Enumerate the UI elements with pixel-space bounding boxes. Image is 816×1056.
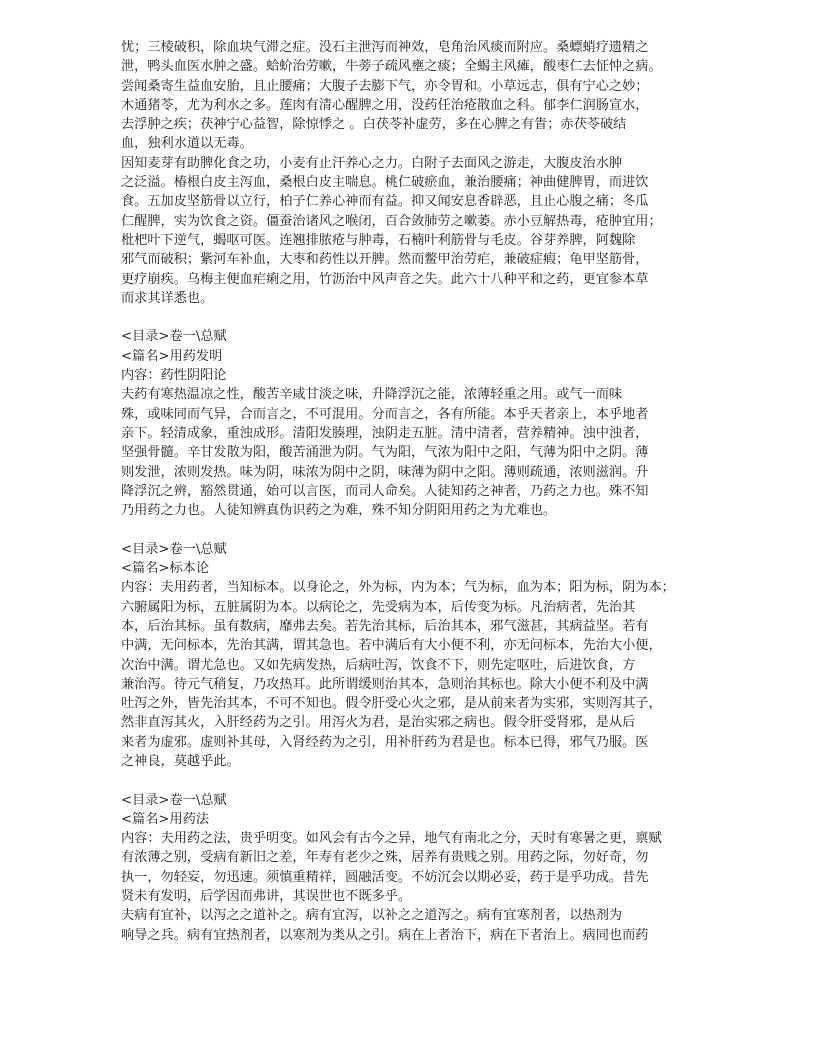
- text-line: 泄，鸭头血医水肿之盛。蛤蚧治劳嗽，牛蒡子疏风壅之痰；全蝎主风瘫，酸枣仁去怔忡之病。: [121, 59, 662, 75]
- text-line: 夫病有宜补，以泻之之道补之。病有宜泻，以补之之道泻之。病有宜寒剂者，以热剂为: [121, 908, 623, 924]
- text-line: 食。五加皮坚筋骨以立行，柏子仁养心神而有益。抑又闻安息香辟恶，且止心腹之痛；冬瓜: [121, 194, 649, 210]
- text-line: 更疗崩疾。乌梅主便血疟痢之用，竹沥治中风声音之失。此六十八种平和之药，更宜参本草: [121, 271, 649, 287]
- text-line: 坚强骨髓。辛甘发散为阳，酸苦涌泄为阴。气为阳，气浓为阳中之阳，气薄为阳中之阴。薄: [121, 445, 649, 461]
- text-line: 来者为虚邪。虚则补其母，入肾经药为之引，用补肝药为君是也。标本已得，邪气乃服。医: [121, 734, 649, 750]
- text-line: 然非直泻其火，入肝经药为之引。用泻火为君，是治实邪之病也。假令肝受肾邪，是从后: [121, 715, 636, 731]
- text-line: <目录>卷一\总赋: [121, 792, 227, 808]
- text-line: <篇名>标本论: [121, 561, 210, 577]
- text-line: 响导之兵。病有宜热剂者，以寒剂为类从之引。病在上者治下，病在下者治上。病同也而药: [121, 927, 649, 943]
- text-line: 中满，无问标本，先治其满，谓其急也。若中满后有大小便不利，亦无问标本，先治大小便，: [121, 638, 662, 654]
- text-line: 内容：夫用药之法，贵乎明变。如风会有古今之异，地气有南北之分，天时有寒暑之更，禀赋: [121, 831, 662, 847]
- text-line: 夫药有寒热温凉之性，酸苦辛咸甘淡之味，升降浮沉之能，浓薄轻重之用。或气一而味: [121, 387, 623, 403]
- text-line: 亲下。轻清成象，重浊成形。清阳发腠理，浊阴走五脏。清中清者，营养精神。浊中浊者，: [121, 425, 649, 441]
- text-line: <目录>卷一\总赋: [121, 541, 227, 557]
- text-line: 之泛溢。椿根白皮主泻血，桑根白皮主喘息。桃仁破瘀血，兼治腰痛；神曲健脾胃，而进饮: [121, 175, 649, 191]
- text-line: 兼治泻。待元气稍复，乃攻热耳。此所谓缓则治其本，急则治其标也。除大小便不利及中满: [121, 676, 649, 692]
- text-line: 而求其详悉也。: [121, 290, 214, 306]
- text-line: 则发泄，浓则发热。味为阴，味浓为阴中之阴，味薄为阴中之阳。薄则疏通，浓则滋润。升: [121, 464, 649, 480]
- text-line: 贤未有发明，后学因而弗讲，其误世也不既多乎。: [121, 889, 412, 905]
- text-line: 木通猪苓，尤为利水之多。莲肉有清心醒脾之用，没药任治疮散血之科。郁李仁润肠宣水，: [121, 97, 649, 113]
- text-line: 枇杷叶下逆气，蝎呕可医。连翘排脓疮与肿毒，石楠叶利筋骨与毛皮。谷芽养脾，阿魏除: [121, 232, 636, 248]
- text-line: <篇名>用药发明: [121, 348, 223, 364]
- text-line: 乃用药之力也。人徒知辨真伪识药之为难，殊不知分阴阳用药之为尤难也。: [121, 503, 557, 519]
- text-line: 本，后治其标。虽有数病，靡弗去矣。若先治其标，后治其本，邪气滋甚，其病益坚。若有: [121, 618, 649, 634]
- paragraph-gap: [121, 520, 686, 539]
- text-line: 降浮沉之辨，豁然贯通，始可以言医，而司人命矣。人徒知药之神者，乃药之力也。殊不知: [121, 483, 649, 499]
- text-line: 殊，或味同而气异，合而言之，不可混用。分而言之，各有所能。本乎天者亲上，本乎地者: [121, 406, 649, 422]
- text-line: 有浓薄之别，受病有新旧之差，年寿有老少之殊，居养有贵贱之别。用药之际，勿好奇，勿: [121, 850, 649, 866]
- paragraph-gap: [121, 308, 686, 327]
- text-line: 仁醒脾，实为饮食之资。僵蚕治诸风之喉闭，百合敛肺劳之嗽萎。赤小豆解热毒，疮肿宜用；: [121, 213, 662, 229]
- text-line: 次治中满。谓尤急也。又如先病发热，后病吐泻，饮食不下，则先定呕吐，后进饮食，方: [121, 657, 636, 673]
- text-line: 内容：药性阴阳论: [121, 368, 227, 384]
- text-line: 六腑属阳为标，五脏属阴为本。以病论之，先受病为本，后传变为标。凡治病者，先治其: [121, 599, 636, 615]
- text-line: 执一，勿轻妄，勿迅速。须慎重精祥，圆融活变。不妨沉会以期必妥，药于是乎功成。昔先: [121, 869, 649, 885]
- text-line: 去浮肿之疾；茯神宁心益智，除惊悸之 。白茯苓补虚劳，多在心脾之有眚；赤茯苓破结: [121, 117, 627, 133]
- text-line: <目录>卷一\总赋: [121, 329, 227, 345]
- text-line: 尝闻桑寄生益血安胎，且止腰痛；大腹子去膨下气，亦令胃和。小草远志，俱有宁心之妙；: [121, 78, 649, 94]
- paragraph-gap: [121, 771, 686, 790]
- text-line: 血，独利水道以无毒。: [121, 136, 253, 152]
- text-line: <篇名>用药法: [121, 811, 210, 827]
- text-line: 之神良，莫越乎此。: [121, 753, 240, 769]
- text-line: 吐泻之外，皆先治其本，不可不知也。假令肝受心火之邪，是从前来者为实邪，实则泻其子，: [121, 696, 662, 712]
- text-line: 邪气而破积；紫河车补血，大枣和药性以开脾。然而鳖甲治劳疟，兼破症瘕；龟甲坚筋骨，: [121, 252, 649, 268]
- document-page: [121, 38, 686, 945]
- text-line: 忧；三棱破积，除血块气滞之症。没石主泄泻而神效，皂角治风痰而附应。桑螵蛸疗遗精之: [121, 40, 649, 55]
- text-line: 内容：夫用药者，当知标本。以身论之，外为标，内为本；气为标，血为本；阳为标，阴为本；: [121, 580, 675, 596]
- text-line: 因知麦芽有助脾化食之功，小麦有止汗养心之力。白附子去面风之游走，大腹皮治水肿: [121, 155, 623, 171]
